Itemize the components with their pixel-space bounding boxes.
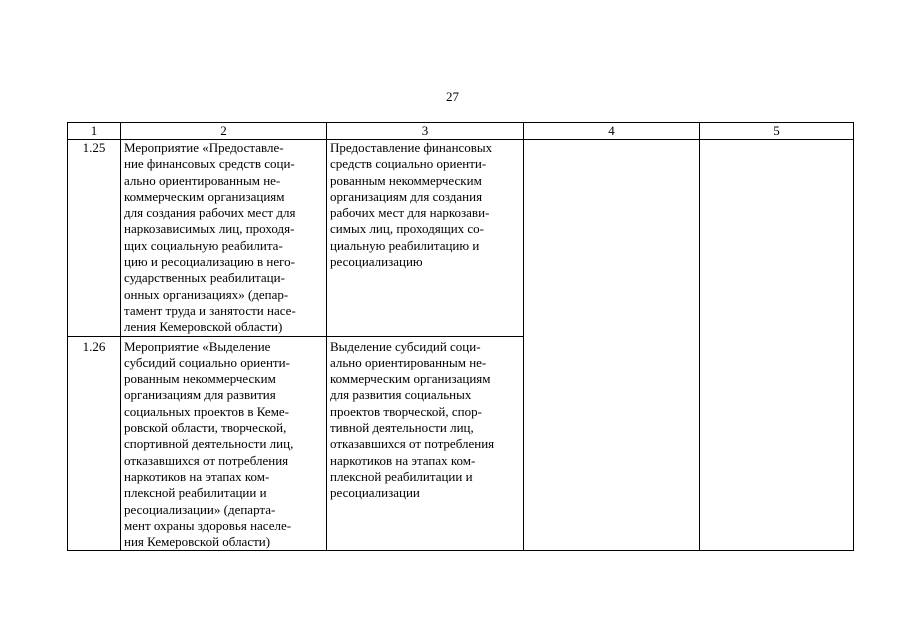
text-line: коммерческим организациям: [124, 188, 285, 204]
column-header-3: 3: [327, 123, 524, 140]
text-line: циальную реабилитацию и: [330, 237, 480, 253]
text-line: цию и ресоциализацию в него-: [124, 254, 295, 270]
text-line: ресоциализацию: [330, 254, 423, 270]
row-number: 1.25: [68, 140, 121, 337]
column-header-1: 1: [68, 123, 121, 140]
text-line: плексной реабилитации и: [330, 468, 473, 484]
text-line: организациям для создания: [330, 188, 483, 204]
column-header-5: 5: [700, 123, 854, 140]
text-line: наркозависимых лиц, проходя-: [124, 221, 295, 237]
text-line: ально ориентированным не-: [124, 172, 281, 188]
column-header-2: 2: [121, 123, 327, 140]
text-line: отказавшихся от потребления: [124, 452, 289, 468]
text-line: ния Кемеровской области): [124, 534, 271, 550]
text-line: ресоциализации: [330, 485, 420, 501]
text-line: ально ориентированным не-: [330, 354, 487, 370]
text-line: отказавшихся от потребления: [330, 436, 495, 452]
text-line: спортивной деятельности лиц,: [124, 436, 294, 452]
text-line: Выделение субсидий соци-: [330, 338, 481, 354]
column-5-cell: [700, 140, 854, 551]
text-line: наркотиков на этапах ком-: [330, 452, 476, 468]
text-line: Мероприятие «Выделение: [124, 338, 271, 354]
text-line: сударственных реабилитаци-: [124, 270, 285, 286]
event-content: [327, 140, 524, 337]
table-row: [68, 140, 854, 337]
event-description: [121, 336, 327, 551]
text-line: для создания рабочих мест для: [124, 205, 296, 221]
text-line: мент охраны здоровья населе-: [124, 517, 292, 533]
text-line: рованным некоммерческим: [124, 371, 276, 387]
row-number: 1.26: [68, 336, 121, 551]
text-line: ресоциализации» (департа-: [124, 501, 276, 517]
text-line: симых лиц, проходящих со-: [330, 221, 485, 237]
text-line: наркотиков на этапах ком-: [124, 468, 270, 484]
text-line: проектов творческой, спор-: [330, 403, 482, 419]
program-table: [67, 122, 854, 551]
text-line: рабочих мест для наркозави-: [330, 205, 490, 221]
event-description: [121, 140, 327, 337]
table-header-row: [68, 123, 854, 140]
column-header-4: 4: [524, 123, 700, 140]
text-line: плексной реабилитации и: [124, 485, 267, 501]
text-line: субсидий социально ориенти-: [124, 354, 290, 370]
text-line: социальных проектов в Кеме-: [124, 403, 290, 419]
event-content: [327, 336, 524, 551]
text-line: тамент труда и занятости насе-: [124, 302, 296, 318]
text-line: коммерческим организациям: [330, 371, 491, 387]
column-4-cell: [524, 140, 700, 551]
text-line: для развития социальных: [330, 387, 472, 403]
text-line: рованным некоммерческим: [330, 172, 482, 188]
text-line: щих социальную реабилита-: [124, 237, 283, 253]
text-line: Мероприятие «Предоставле-: [124, 140, 284, 155]
text-line: организациям для развития: [124, 387, 276, 403]
text-line: ровской области, творческой,: [124, 420, 287, 436]
text-line: тивной деятельности лиц,: [330, 420, 474, 436]
text-line: ние финансовых средств соци-: [124, 156, 295, 172]
text-line: Предоставление финансовых: [330, 140, 493, 155]
text-line: ления Кемеровской области): [124, 319, 283, 335]
text-line: средств социально ориенти-: [330, 156, 487, 172]
page-number: 27: [446, 89, 459, 104]
text-line: онных организациях» (депар-: [124, 286, 289, 302]
